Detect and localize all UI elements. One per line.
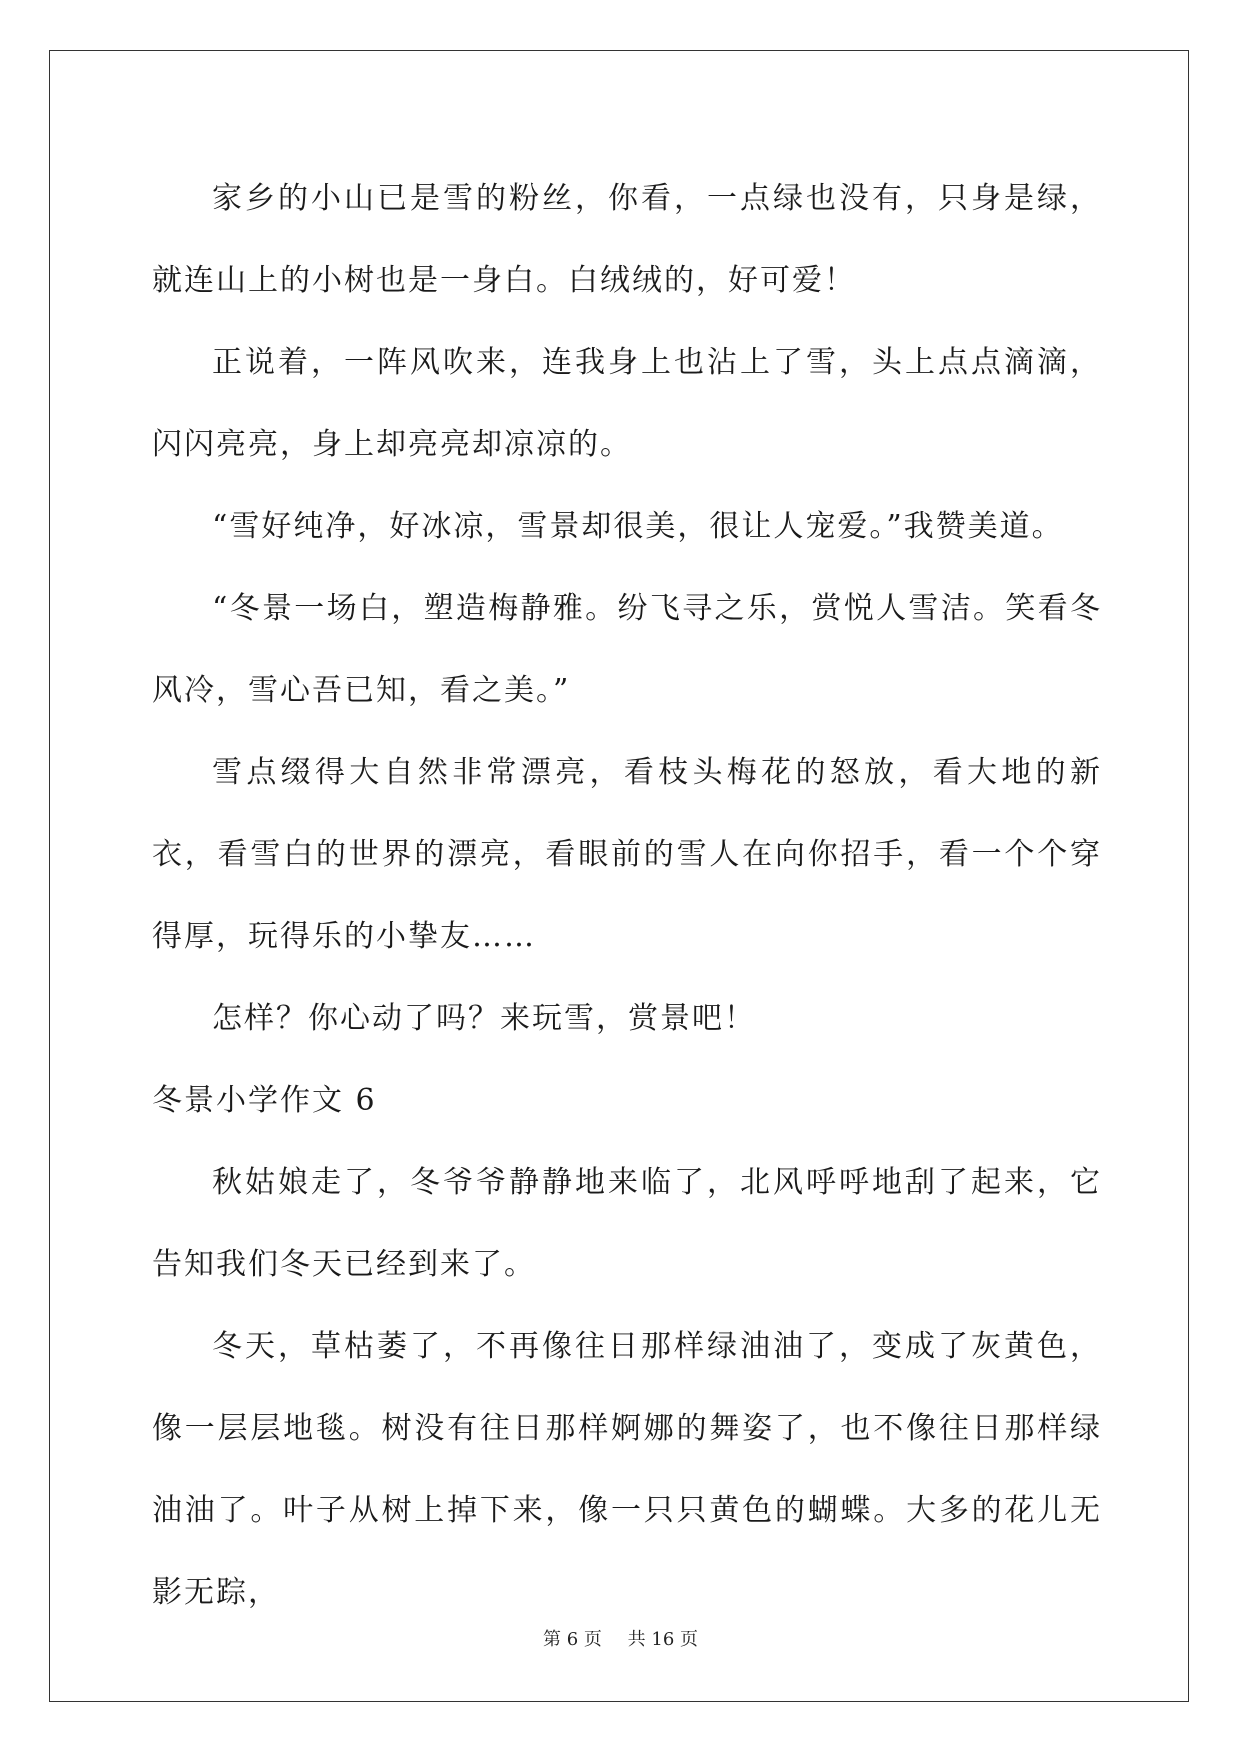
section-heading: 冬景小学作文 6 (152, 1083, 377, 1118)
total-pages: 共 16 页 (627, 1629, 698, 1650)
paragraph: 冬天，草枯萎了，不再像往日那样绿油油了，变成了灰黄色，像一层层地毯。树没有往日那样婀娜的舞姿了，也不像往日那样绿油油了。叶子从树上掉下来，像一只只黄色的蝴蝶。大多的花儿无影无踪， (152, 1329, 1102, 1610)
paragraph: 雪点缀得大自然非常漂亮，看枝头梅花的怒放，看大地的新衣，看雪白的世界的漂亮，看眼前的雪人在向你招手，看一个个穿得厚，玩得乐的小挚友…… (152, 755, 1102, 954)
paragraph: 正说着，一阵风吹来，连我身上也沾上了雪，头上点点滴滴，闪闪亮亮，身上却亮亮却凉凉的。 (152, 345, 1102, 462)
paragraph: 家乡的小山已是雪的粉丝，你看，一点绿也没有，只身是绿，就连山上的小树也是一身白。白绒绒的，好可爱！ (152, 181, 1102, 298)
current-page-number: 第 6 页 (543, 1629, 602, 1650)
paragraph: “雪好纯净，好冰凉，雪景却很美，很让人宠爱。”我赞美道。 (212, 509, 1064, 544)
page-footer (0, 1625, 1241, 1651)
paragraph: 秋姑娘走了，冬爷爷静静地来临了，北风呼呼地刮了起来，它告知我们冬天已经到来了。 (152, 1165, 1102, 1282)
document-body (152, 158, 1102, 1634)
paragraph: “冬景一场白，塑造梅静雅。纷飞寻之乐，赏悦人雪洁。笑看冬风冷，雪心吾已知，看之美。” (152, 591, 1102, 708)
paragraph: 怎样？你心动了吗？来玩雪，赏景吧！ (212, 1001, 756, 1036)
